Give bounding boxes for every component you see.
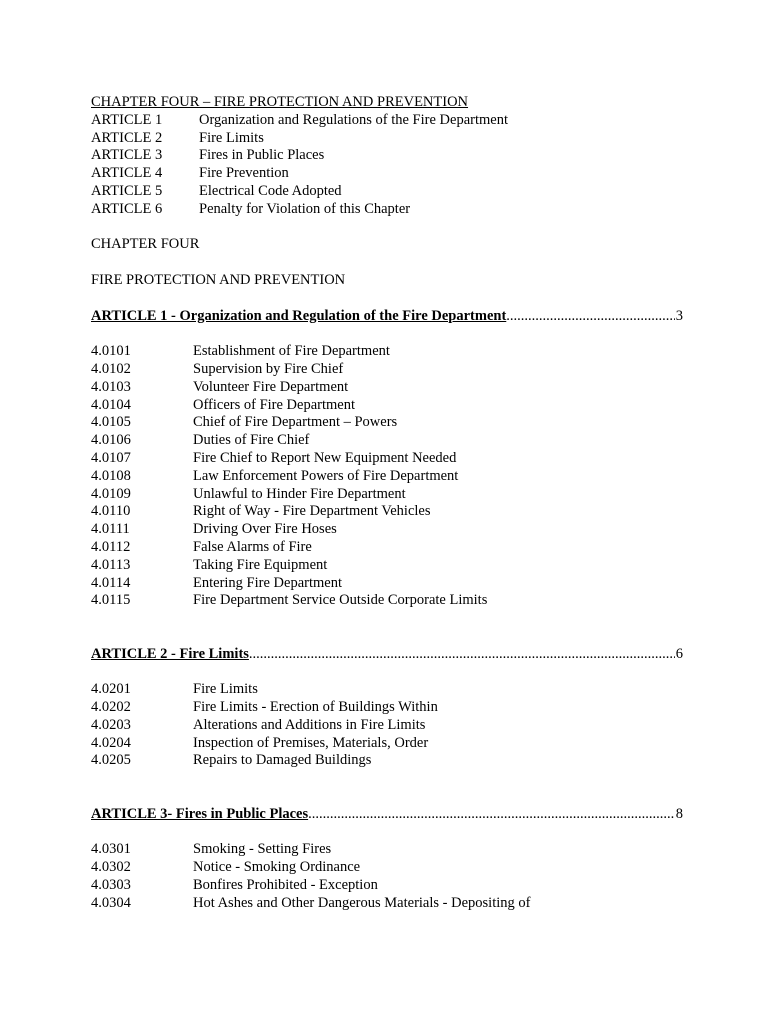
section-code: 4.0201 (91, 681, 131, 698)
section-title: Notice - Smoking Ordinance (193, 859, 361, 876)
section-title: Alterations and Additions in Fire Limits (193, 716, 426, 733)
article-code: ARTICLE 5 (91, 182, 163, 199)
article-code: ARTICLE 3 (91, 147, 163, 164)
chapter-title: CHAPTER FOUR – FIRE PROTECTION AND PREVENTION (91, 94, 469, 110)
article-list-item (91, 147, 683, 165)
article-heading-text: ARTICLE 2 - Fire Limits (91, 645, 249, 662)
article-code: ARTICLE 2 (91, 129, 163, 146)
article-heading-text: ARTICLE 1 - Organization and Regulation of the Fire Department (91, 307, 507, 324)
chapter-heading: CHAPTER FOUR (91, 236, 200, 253)
article-title: Organization and Regulations of the Fire Department (199, 111, 508, 128)
section-code: 4.0109 (91, 485, 131, 502)
section-code: 4.0106 (91, 432, 131, 449)
article-1-sections (91, 343, 683, 610)
article-code: ARTICLE 1 (91, 111, 163, 128)
page-number: 6 (675, 645, 683, 662)
section-row (91, 681, 683, 699)
section-title: Driving Over Fire Hoses (193, 521, 337, 538)
section-title: Unlawful to Hinder Fire Department (193, 485, 406, 502)
section-row (91, 841, 683, 859)
section-row (91, 379, 683, 397)
section-row (91, 432, 683, 450)
section-code: 4.0105 (91, 414, 131, 431)
section-title: Entering Fire Department (193, 574, 342, 591)
article-list-item (91, 183, 683, 201)
article-3-heading (91, 806, 683, 824)
section-row (91, 397, 683, 415)
page-number: 3 (675, 307, 683, 324)
section-row (91, 557, 683, 575)
section-row (91, 752, 683, 770)
section-title: Repairs to Damaged Buildings (193, 752, 372, 769)
article-code: ARTICLE 4 (91, 165, 163, 182)
section-code: 4.0302 (91, 859, 131, 876)
section-row (91, 521, 683, 539)
section-row (91, 717, 683, 735)
article-title: Penalty for Violation of this Chapter (199, 200, 411, 217)
section-row (91, 895, 683, 913)
document-page (91, 94, 683, 913)
section-code: 4.0301 (91, 841, 131, 858)
section-code: 4.0103 (91, 378, 131, 395)
article-list-item (91, 112, 683, 130)
section-row (91, 503, 683, 521)
section-code: 4.0101 (91, 343, 131, 360)
section-code: 4.0203 (91, 716, 131, 733)
section-code: 4.0108 (91, 467, 131, 484)
article-1-heading (91, 308, 683, 326)
article-title: Fires in Public Places (199, 147, 325, 164)
section-title: Right of Way - Fire Department Vehicles (193, 503, 431, 520)
article-list-item (91, 165, 683, 183)
article-2-heading (91, 646, 683, 664)
section-row (91, 699, 683, 717)
section-code: 4.0102 (91, 360, 131, 377)
section-row (91, 735, 683, 753)
section-row (91, 361, 683, 379)
section-row (91, 343, 683, 361)
page-number: 8 (675, 805, 683, 822)
section-title: Chief of Fire Department – Powers (193, 414, 398, 431)
article-heading-text: ARTICLE 3- Fires in Public Places (91, 805, 309, 822)
section-title: Law Enforcement Powers of Fire Department (193, 467, 459, 484)
section-code: 4.0112 (91, 538, 131, 555)
section-title: Fire Chief to Report New Equipment Needed (193, 449, 457, 466)
section-row (91, 859, 683, 877)
section-code: 4.0204 (91, 734, 131, 751)
section-code: 4.0304 (91, 894, 131, 911)
dot-leader (249, 646, 675, 664)
article-title: Fire Prevention (199, 165, 289, 182)
article-title: Electrical Code Adopted (199, 182, 342, 199)
article-code: ARTICLE 6 (91, 200, 163, 217)
section-row (91, 539, 683, 557)
section-title: Supervision by Fire Chief (193, 360, 344, 377)
section-row (91, 877, 683, 895)
section-title: Bonfires Prohibited - Exception (193, 877, 378, 894)
article-title: Fire Limits (199, 129, 264, 146)
section-row (91, 486, 683, 504)
section-code: 4.0114 (91, 574, 131, 591)
section-row (91, 450, 683, 468)
section-title: Fire Limits - Erection of Buildings Within (193, 699, 438, 716)
section-title: Inspection of Premises, Materials, Order (193, 734, 429, 751)
section-title: Establishment of Fire Department (193, 343, 390, 360)
article-list-item (91, 130, 683, 148)
section-title: Smoking - Setting Fires (193, 841, 332, 858)
section-code: 4.0303 (91, 877, 131, 894)
section-title: Fire Limits (193, 681, 258, 698)
section-title: Hot Ashes and Other Dangerous Materials - Depositing of (193, 894, 531, 911)
section-title: Officers of Fire Department (193, 396, 355, 413)
section-title: Taking Fire Equipment (193, 556, 328, 573)
dot-leader (506, 308, 674, 326)
section-code: 4.0205 (91, 752, 131, 769)
section-title: Volunteer Fire Department (193, 378, 349, 395)
section-title: False Alarms of Fire (193, 538, 312, 555)
article-list-item (91, 201, 683, 219)
chapter-subheading: FIRE PROTECTION AND PREVENTION (91, 271, 346, 288)
section-code: 4.0202 (91, 699, 131, 716)
article-list (91, 112, 683, 219)
section-row (91, 414, 683, 432)
section-title: Fire Department Service Outside Corporate Limits (193, 592, 488, 609)
section-row (91, 592, 683, 610)
article-3-sections (91, 841, 683, 912)
section-code: 4.0107 (91, 449, 131, 466)
article-2-sections (91, 681, 683, 770)
section-code: 4.0113 (91, 556, 131, 573)
section-row (91, 468, 683, 486)
section-code: 4.0110 (91, 503, 131, 520)
section-code: 4.0104 (91, 396, 131, 413)
section-row (91, 575, 683, 593)
dot-leader (308, 806, 675, 824)
section-title: Duties of Fire Chief (193, 432, 310, 449)
section-code: 4.0111 (91, 521, 130, 538)
section-code: 4.0115 (91, 592, 131, 609)
